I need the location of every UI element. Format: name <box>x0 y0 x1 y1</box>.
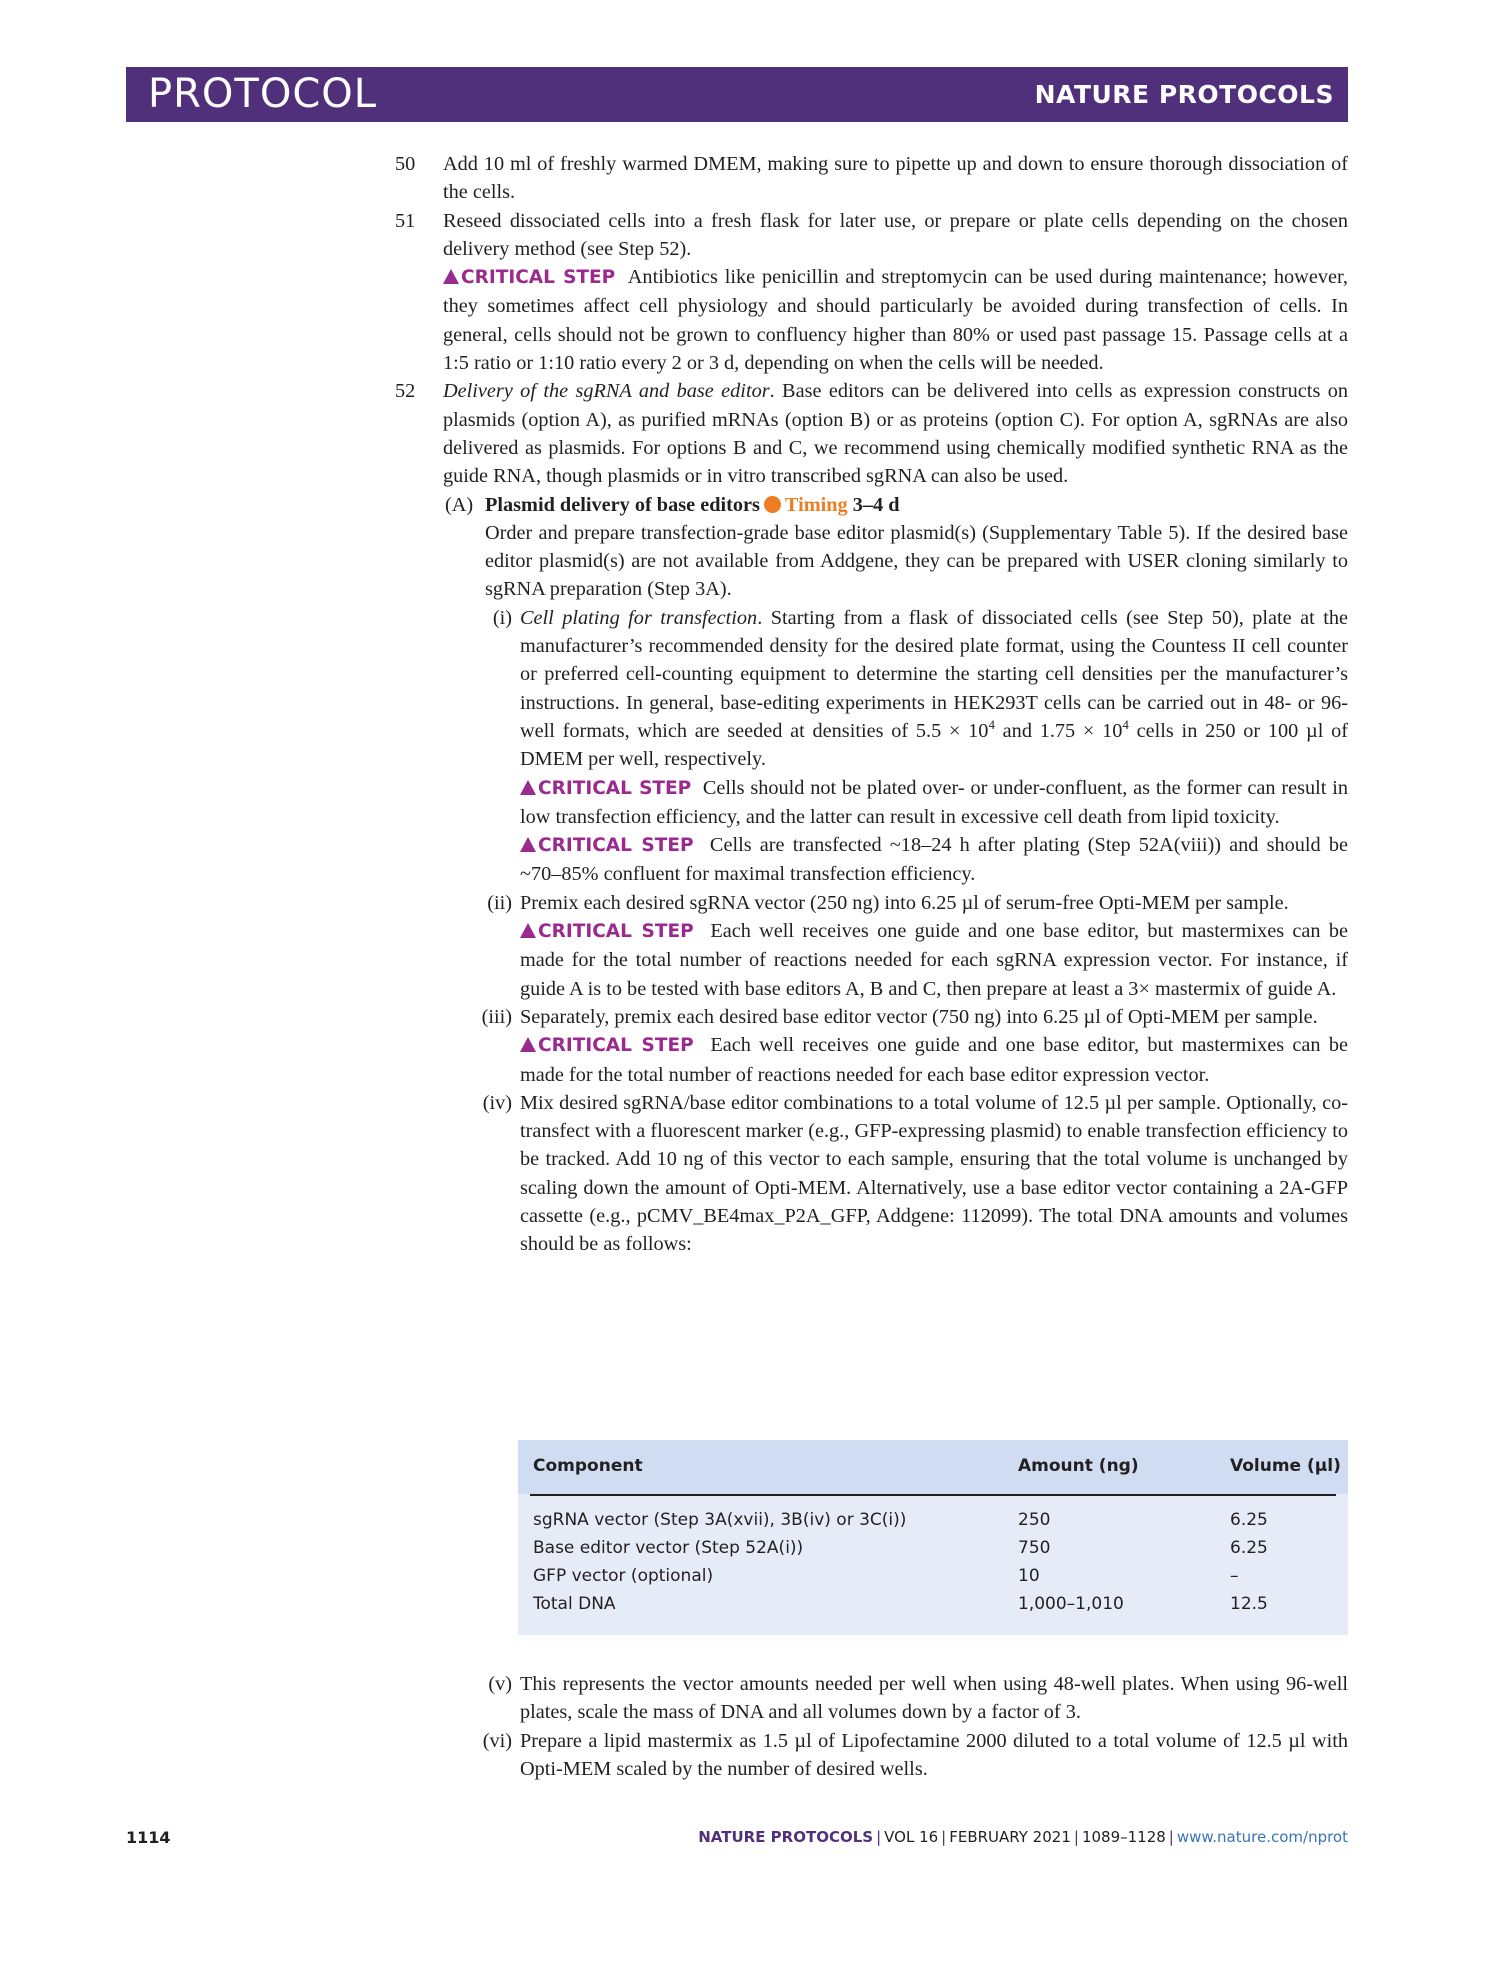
dna-amounts-table <box>518 1440 1348 1635</box>
warning-triangle-icon <box>520 923 536 938</box>
col-amount: Amount (ng) <box>1018 1456 1139 1476</box>
journal-label: NATURE PROTOCOLS <box>1034 80 1334 109</box>
step-52: 52 Delivery of the sgRNA and base editor. Base editors can be delivered into cells as expression constructs on plasmids (option A), as purified mRNAs (option B) or as proteins (option C). For option A, sgRNAs are also delivered as plasmids. For options B and C, we recommend using chemically modified synthetic RNA as the guide RNA, though plasmids or in vitro transcribed sgRNA can also be used. <box>395 380 1348 488</box>
journal-url-link[interactable]: www.nature.com/nprot <box>1176 1828 1348 1846</box>
table-cell: – <box>1230 1566 1239 1586</box>
table-cell: sgRNA vector (Step 3A(xvii), 3B(iv) or 3C(i)) <box>533 1510 907 1530</box>
critical-step-iii: CRITICAL STEP Each well receives one guide and one base editor, but mastermixes can be made for the total number of reactions needed for each base editor expression vector. <box>520 1034 1348 1086</box>
option-a-heading: (A) Plasmid delivery of base editors Timing 3–4 d <box>445 493 900 516</box>
table-cell: Total DNA <box>533 1594 616 1614</box>
body-text <box>395 150 1348 1259</box>
section-label: PROTOCOL <box>148 71 378 117</box>
step-52-title: Delivery of the sgRNA and base editor <box>443 380 770 403</box>
table-cell: GFP vector (optional) <box>533 1566 714 1586</box>
substep-iii: (iii) Separately, premix each desired base editor vector (750 ng) into 6.25 µl of Opti-MEM per sample. <box>481 1005 1318 1028</box>
table-cell: 250 <box>1018 1510 1051 1530</box>
warning-triangle-icon <box>443 269 459 284</box>
step-50: 50 Add 10 ml of freshly warmed DMEM, making sure to pipette up and down to ensure thorough dissociation of the cells. <box>395 153 1348 204</box>
warning-triangle-icon <box>520 837 536 852</box>
critical-step-51: CRITICAL STEP Antibiotics like penicillin and streptomycin can be used during maintenance; however, they sometimes affect cell physiology and should particularly be avoided during transfection of cells. In general, cells should not be grown to confluency higher than 80% or used past passage 15. Passage cells at a 1:5 ratio or 1:10 ratio every 2 or 3 d, depending on when the cells will be needed. <box>443 266 1348 375</box>
substep-ii: (ii) Premix each desired sgRNA vector (250 ng) into 6.25 µl of serum-free Opti-MEM per sample. <box>487 891 1289 914</box>
table-cell: Base editor vector (Step 52A(i)) <box>533 1538 804 1558</box>
page-number: 1114 <box>126 1828 171 1847</box>
table-cell: 12.5 <box>1230 1594 1268 1614</box>
warning-triangle-icon <box>520 1037 536 1052</box>
critical-step-i-1: CRITICAL STEP Cells should not be plated over- or under-confluent, as the former can result in low transfection efficiency, and the latter can result in excessive cell death from lipid toxicity. <box>520 776 1349 828</box>
step-51: 51 Reseed dissociated cells into a fresh flask for later use, or prepare or plate cells depending on the chosen delivery method (see Step 52). <box>395 209 1348 260</box>
critical-step-i-2: CRITICAL STEP Cells are transfected ~18–24 h after plating (Step 52A(viii)) and should be ~70–85% confluent for maximal transfection efficiency. <box>520 834 1349 886</box>
table-header <box>518 1440 1348 1494</box>
table-rule <box>530 1494 1336 1496</box>
col-volume: Volume (µl) <box>1230 1456 1341 1476</box>
warning-triangle-icon <box>520 780 536 795</box>
option-a-intro: Order and prepare transfection-grade base editor plasmid(s) (Supplementary Table 5). If the desired base editor plasmid(s) are not available from Addgene, they can be prepared with USER cloning similarly to sgRNA preparation (Step 3A). <box>485 521 1348 601</box>
table-cell: 10 <box>1018 1566 1040 1586</box>
citation-footer: NATURE PROTOCOLS | VOL 16 | FEBRUARY 2021 | 1089–1128 | www.nature.com/nprot <box>698 1828 1348 1846</box>
substep-vi: (vi) Prepare a lipid mastermix as 1.5 µl of Lipofectamine 2000 diluted to a total volume of 12.5 µl with Opti-MEM scaled by the number of desired wells. <box>482 1729 1348 1780</box>
substep-iv: (iv) Mix desired sgRNA/base editor combinations to a total volume of 12.5 µl per sample. Optionally, co-transfect with a fluorescent marker (e.g., GFP-expressing plasmid) to enable transfection efficiency to be tracked. Add 10 ng of this vector to each sample, ensuring that the total volume is unchanged by scaling down the amount of Opti-MEM. Alternatively, use a base editor vector containing a 2A-GFP cassette (e.g., pCMV_BE4max_P2A_GFP, Addgene: 112099). The total DNA amounts and volumes should be as follows: <box>482 1091 1348 1256</box>
table-cell: 6.25 <box>1230 1538 1268 1558</box>
running-header <box>126 67 1348 122</box>
timing-dot-icon <box>764 496 781 513</box>
table-cell: 750 <box>1018 1538 1051 1558</box>
table-cell: 6.25 <box>1230 1510 1268 1530</box>
substep-i: (i) Cell plating for transfection. Starting from a flask of dissociated cells (see Step 50), plate at the manufacturer’s recommended density for the desired plate format, using the Countess II cell counter or preferred cell-counting equipment to determine the starting cell densities per the manufacturer’s instructions. In general, base-editing experiments in HEK293T cells can be carried out in 48- or 96-well formats, which are seeded at densities of $5.5 \times 10^4$ and $1.75 \times 10^4$ cells in 250 or 100 µl of DMEM per well, respectively. <box>492 606 1348 771</box>
col-component: Component <box>533 1456 643 1476</box>
substep-v: (v) This represents the vector amounts needed per well when using 48-well plates. When using 96-well plates, scale the mass of DNA and all volumes down by a factor of 3. <box>488 1673 1348 1724</box>
body-text-continued <box>395 1670 1348 1783</box>
critical-step-ii: CRITICAL STEP Each well receives one guide and one base editor, but mastermixes can be made for the total number of reactions needed for each sgRNA expression vector. For instance, if guide A is to be tested with base editors A, B and C, then prepare at least a 3× mastermix of guide A. <box>520 920 1348 1000</box>
table-cell: 1,000–1,010 <box>1018 1594 1124 1614</box>
